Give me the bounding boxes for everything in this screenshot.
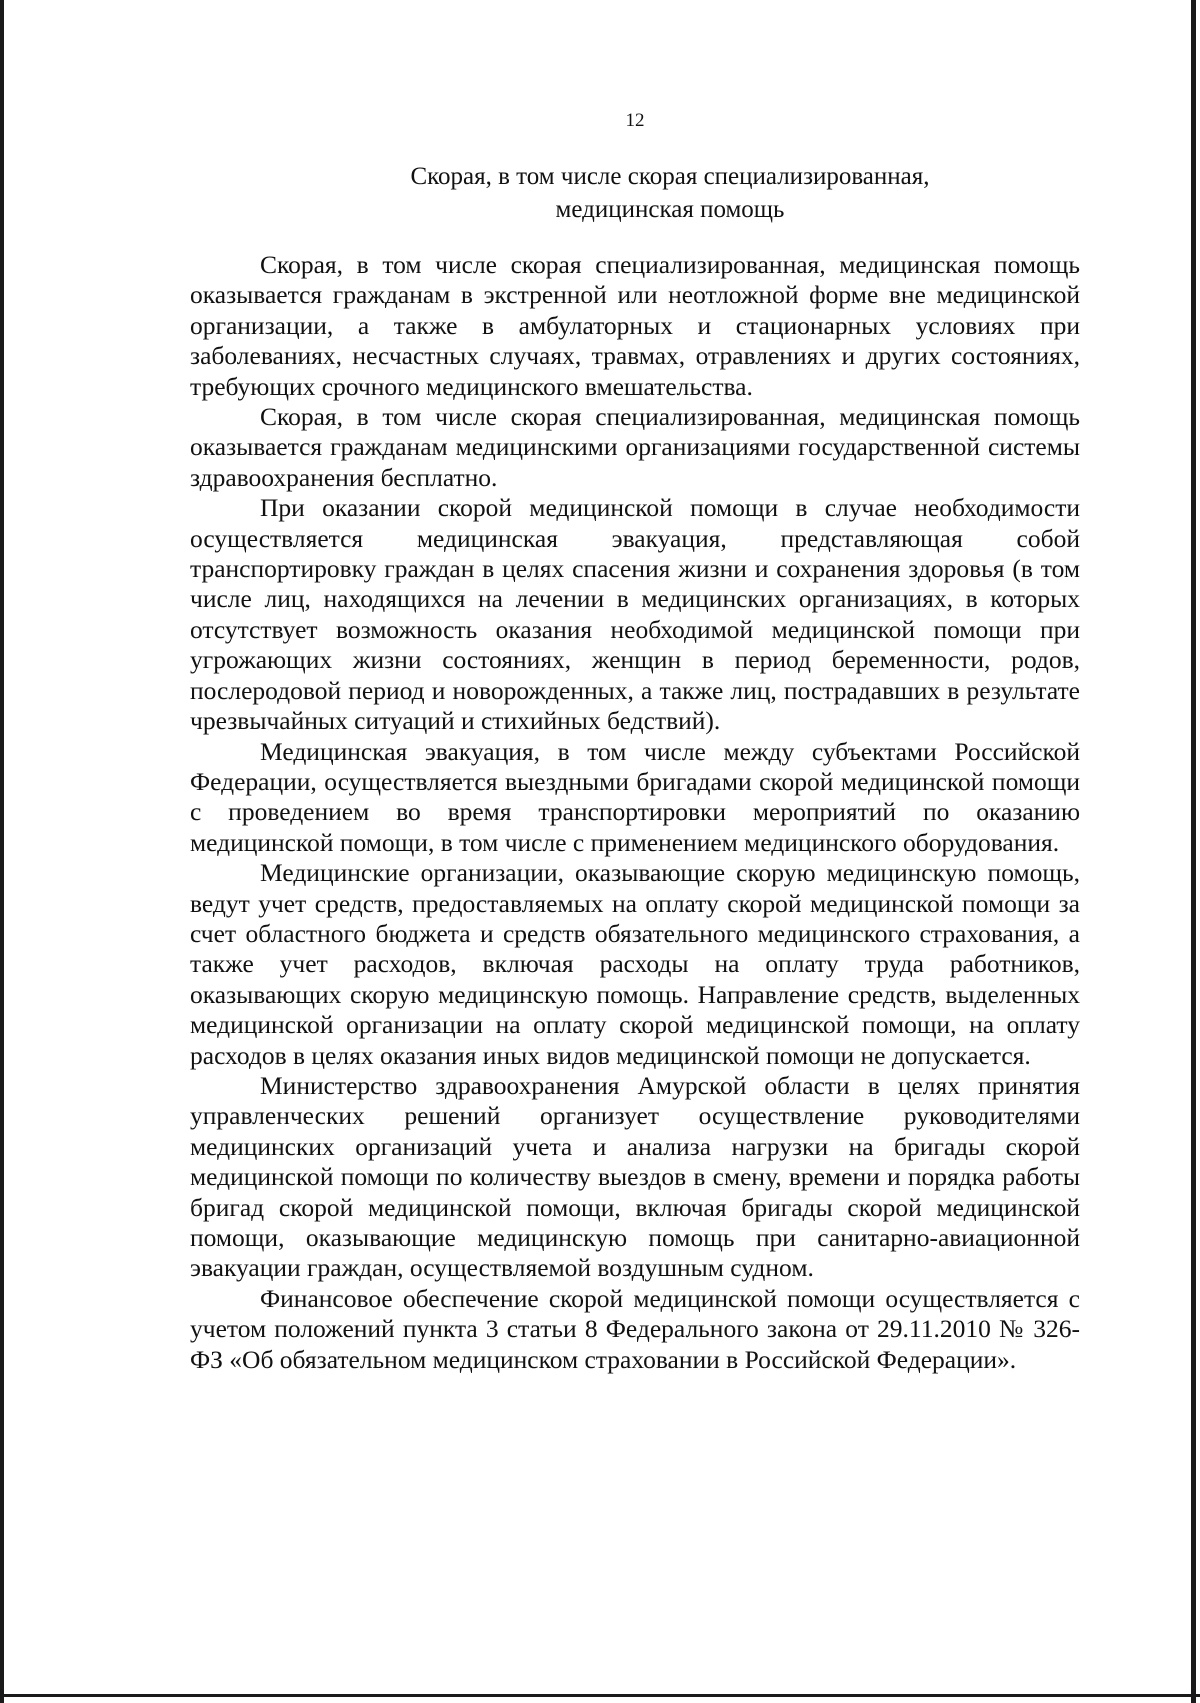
paragraph-4: Медицинская эвакуация, в том числе между субъектами Российской Федерации, осуществляется выездными бригадами скорой медицинской помощи с проведением во время транспортировки мероприятий по оказанию медицинской помощи, в том числе с применением медицинского оборудования. — [190, 736, 1080, 857]
scan-border-bottom — [0, 1694, 1200, 1697]
paragraph-3: При оказании скорой медицинской помощи в случае необходимости осуществляется медицинская эвакуация, представляющая собой транспортировку граждан в целях спасения жизни и сохранения здоровья (в том числе лиц, находящихся на лечении в медицинских организациях, в которых отсутствует возможность оказания необходимой медицинской помощи при угрожающих жизни состояниях, женщин в период беременности, родов, послеродовой период и новорожденных, а также лиц, пострадавших в результате чрезвычайных ситуаций и стихийных бедствий). — [190, 493, 1080, 736]
paragraph-7: Финансовое обеспечение скорой медицинской помощи осуществляется с учетом положений пункта 3 статьи 8 Федерального закона от 29.11.2010 № 326-ФЗ «Об обязательном медицинском страховании в Российской Федерации». — [190, 1283, 1080, 1374]
section-heading — [240, 160, 1100, 226]
body-text — [190, 250, 1080, 1375]
page-number: 12 — [625, 110, 645, 131]
scan-border-left — [0, 0, 4, 1703]
paragraph-5: Медицинские организации, оказывающие скорую медицинскую помощь, ведут учет средств, предоставляемых на оплату скорой медицинской помощи за счет областного бюджета и средств обязательного медицинского страхования, а также учет расходов, включая расходы на оплату труда работников, оказывающих скорую медицинскую помощь. Направление средств, выделенных медицинской организации на оплату скорой медицинской помощи, на оплату расходов в целях оказания иных видов медицинской помощи не допускается. — [190, 858, 1080, 1070]
section-heading-line-1: Скорая, в том числе скорая специализированная, — [410, 163, 930, 190]
paragraph-1: Скорая, в том числе скорая специализированная, медицинская помощь оказывается гражданам в экстренной или неотложной форме вне медицинской организации, а также в амбулаторных и стационарных условиях при заболеваниях, несчастных случаях, травмах, отравлениях и других состояниях, требующих срочного медицинского вмешательства. — [190, 250, 1080, 401]
paragraph-2: Скорая, в том числе скорая специализированная, медицинская помощь оказывается гражданам медицинскими организациями государственной системы здравоохранения бесплатно. — [190, 402, 1080, 492]
section-heading-line-2: медицинская помощь — [555, 196, 785, 223]
scan-border-right — [1191, 0, 1196, 1703]
paragraph-6: Министерство здравоохранения Амурской области в целях принятия управленческих решений организует осуществление руководителями медицинских организаций учета и анализа нагрузки на бригады скорой медицинской помощи по количеству выездов в смену, времени и порядка работы бригад скорой медицинской помощи, включая бригады скорой медицинской помощи, оказывающие медицинскую помощь при санитарно-авиационной эвакуации граждан, осуществляемой воздушным судном. — [190, 1070, 1080, 1283]
